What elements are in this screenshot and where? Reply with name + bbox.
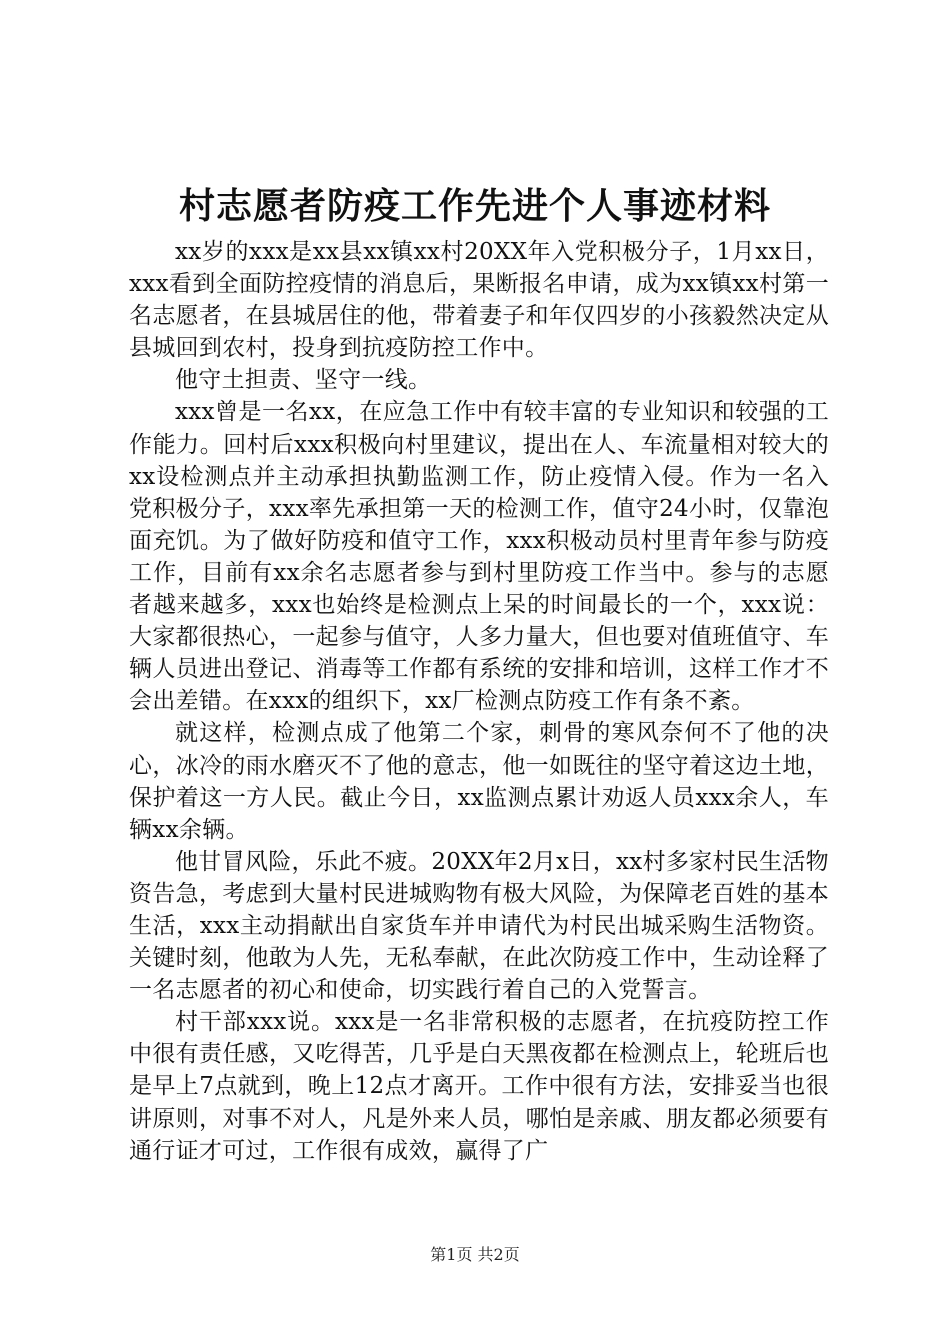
paragraph-4: 就这样，检测点成了他第二个家，刺骨的寒风奈何不了他的决心，冰冷的雨水磨灭不了他的意志，他一如既往的坚守着这边土地，保护着这一方人民。截止今日，xx监测点累计劝返人员xxx余人，车辆xx余辆。 <box>129 720 829 843</box>
paragraph-1: xx岁的xxx是xx县xx镇xx村20XX年入党积极分子，1月xx日，xxx看到全面防控疫情的消息后，果断报名申请，成为xx镇xx村第一名志愿者，在县城居住的他，带着妻子和年仅四岁的小孩毅然决定从县城回到农村，投身到抗疫防控工作中。 <box>129 239 829 362</box>
paragraph-6: 村干部xxx说。xxx是一名非常积极的志愿者，在抗疫防控工作中很有责任感，又吃得苦，几乎是白天黑夜都在检测点上，轮班后也是早上7点就到，晚上12点才离开。工作中很有方法，安排妥当也很讲原则，对事不对人，凡是外来人员，哪怕是亲戚、朋友都必须要有通行证才可过，工作很有成效，赢得了广 <box>129 1009 829 1164</box>
document-body <box>129 236 829 1167</box>
document-title: 村志愿者防疫工作先进个人事迹材料 <box>178 185 771 227</box>
paragraph-2: 他守土担责、坚守一线。 <box>175 367 432 394</box>
paragraph-5: 他甘冒风险，乐此不疲。20XX年2月x日，xx村多家村民生活物资告急，考虑到大量村民进城购物有极大风险，为保障老百姓的基本生活，xxx主动捐献出自家货车并申请代为村民出城采购生活物资。关键时刻，他敢为人先，无私奉献，在此次防疫工作中，生动诠释了一名志愿者的初心和使命，切实践行着自己的入党誓言。 <box>129 848 829 1004</box>
paragraph-3: xxx曾是一名xx，在应急工作中有较丰富的专业知识和较强的工作能力。回村后xxx积极向村里建议，提出在人、车流量相对较大的xx设检测点并主动承担执勤监测工作，防止疫情入侵。作为一名入党积极分子，xxx率先承担第一天的检测工作，值守24小时，仅靠泡面充饥。为了做好防疫和值守工作，xxx积极动员村里青年参与防疫工作，目前有xx余名志愿者参与到村里防疫工作当中。参与的志愿者越来越多，xxx也始终是检测点上呆的时间最长的一个，xxx说：大家都很热心，一起参与值守，人多力量大，但也要对值班值守、车辆人员进出登记、消毒等工作都有系统的安排和培训，这样工作才不会出差错。在xxx的组织下，xx厂检测点防疫工作有条不紊。 <box>129 399 829 715</box>
page-number-footer: 第1页 共2页 <box>430 1245 520 1264</box>
